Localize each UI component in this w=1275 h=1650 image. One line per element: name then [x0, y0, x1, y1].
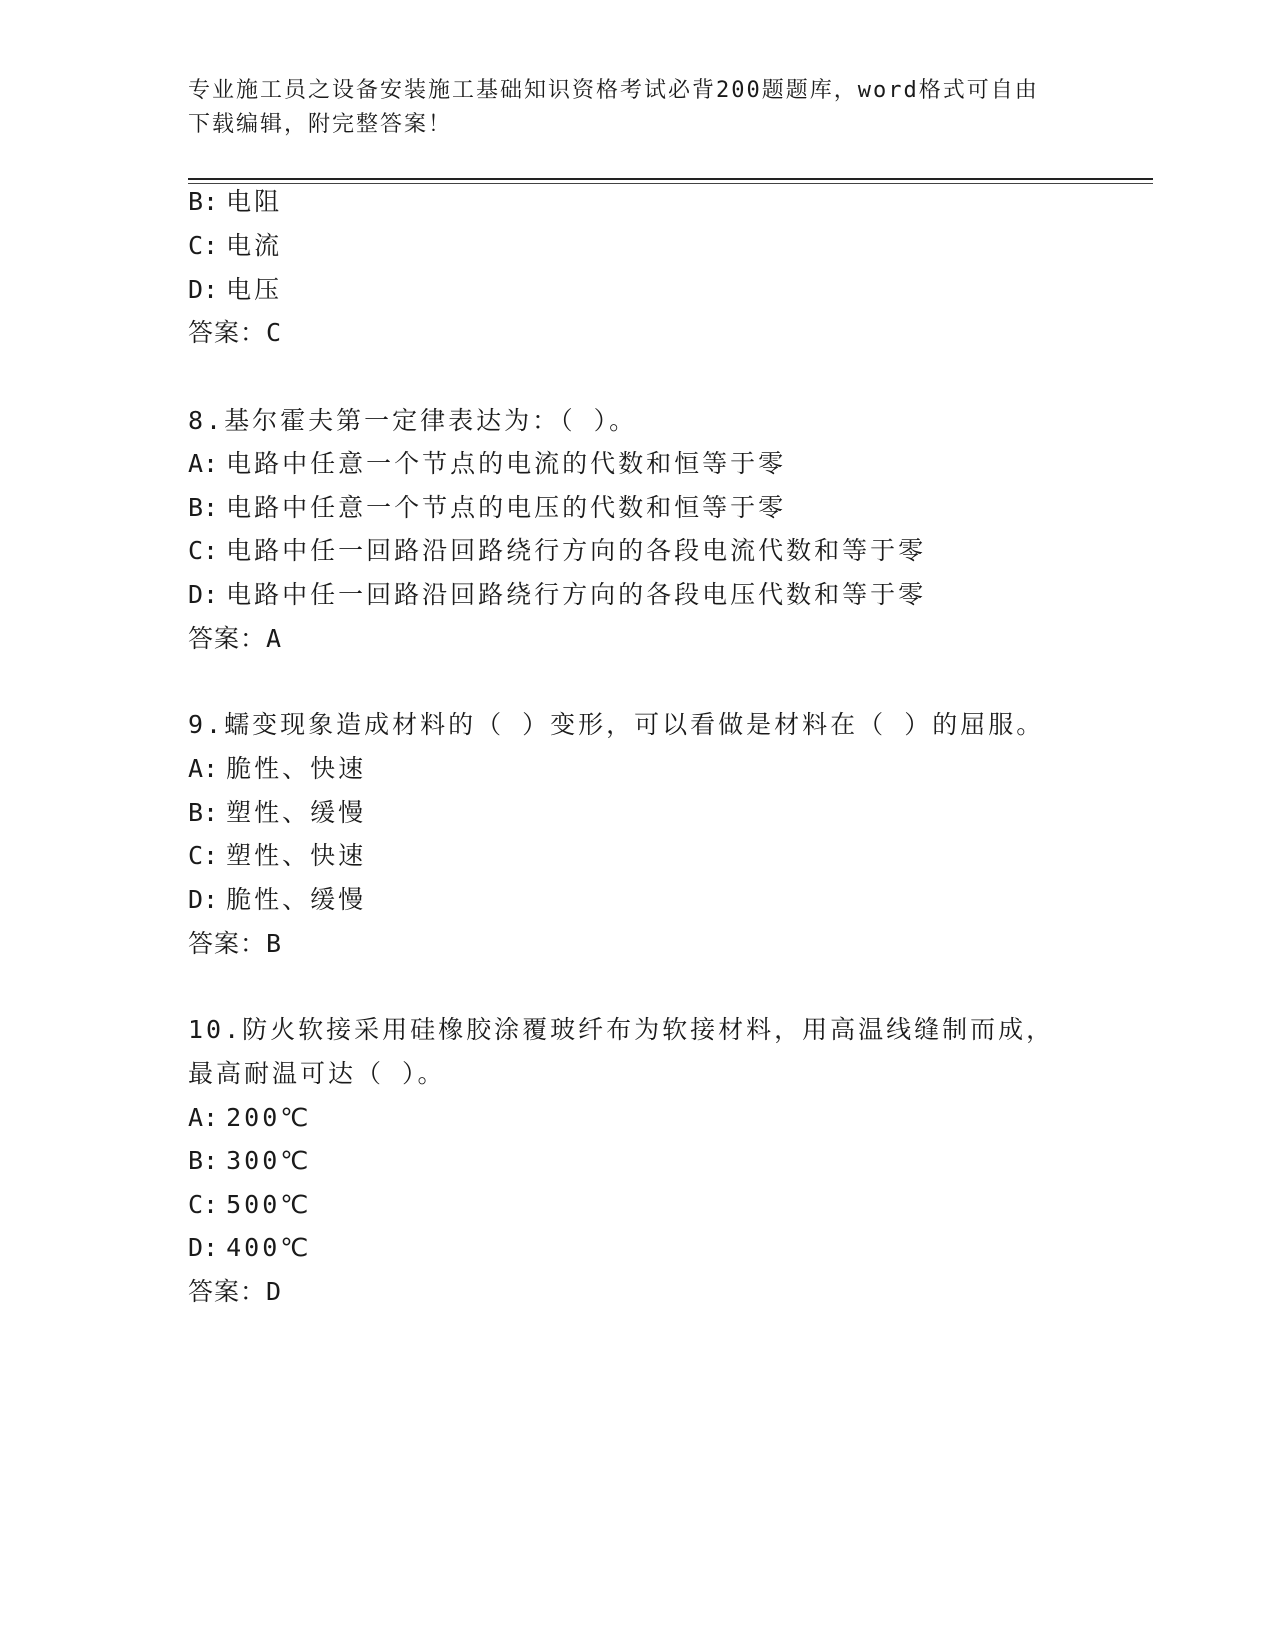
- question-stem: 8.基尔霍夫第一定律表达为：（ ）。: [188, 406, 638, 435]
- option-item: B: 电阻: [188, 187, 283, 216]
- option-item: B: 塑性、缓慢: [188, 798, 367, 827]
- option-item: C: 塑性、快速: [188, 841, 367, 870]
- header-line-1: 专业施工员之设备安装施工基础知识资格考试必背200题题库，word格式可自由: [188, 78, 1039, 103]
- question-stem: 10.防火软接采用硅橡胶涂覆玻纤布为软接材料，用高温线缝制而成，: [188, 1015, 1055, 1044]
- option-item: B: 电路中任意一个节点的电压的代数和恒等于零: [188, 493, 787, 522]
- option-item: B: 300℃: [188, 1146, 312, 1175]
- option-item: C: 电流: [188, 231, 283, 260]
- answer-line: 答案：D: [188, 1277, 283, 1306]
- header-line-2: 下载编辑，附完整答案！: [188, 112, 453, 137]
- option-item: C: 电路中任一回路沿回路绕行方向的各段电流代数和等于零: [188, 536, 927, 565]
- option-item: D: 电路中任一回路沿回路绕行方向的各段电压代数和等于零: [188, 580, 927, 609]
- page-header: [188, 74, 1068, 142]
- question-stem-continued: 最高耐温可达（ ）。: [188, 1059, 446, 1088]
- answer-line: 答案：B: [188, 929, 283, 958]
- option-item: D: 脆性、缓慢: [188, 885, 367, 914]
- option-item: A: 200℃: [188, 1103, 312, 1132]
- header-divider-thin: [188, 183, 1153, 184]
- answer-line: 答案：C: [188, 318, 283, 347]
- option-item: A: 脆性、快速: [188, 754, 367, 783]
- question-stem: 9.蠕变现象造成材料的（ ）变形，可以看做是材料在（ ）的屈服。: [188, 710, 1045, 739]
- option-item: D: 电压: [188, 275, 283, 304]
- option-item: A: 电路中任意一个节点的电流的代数和恒等于零: [188, 449, 787, 478]
- option-item: D: 400℃: [188, 1233, 312, 1262]
- header-divider-thick: [188, 178, 1153, 180]
- option-item: C: 500℃: [188, 1190, 312, 1219]
- answer-line: 答案：A: [188, 624, 283, 653]
